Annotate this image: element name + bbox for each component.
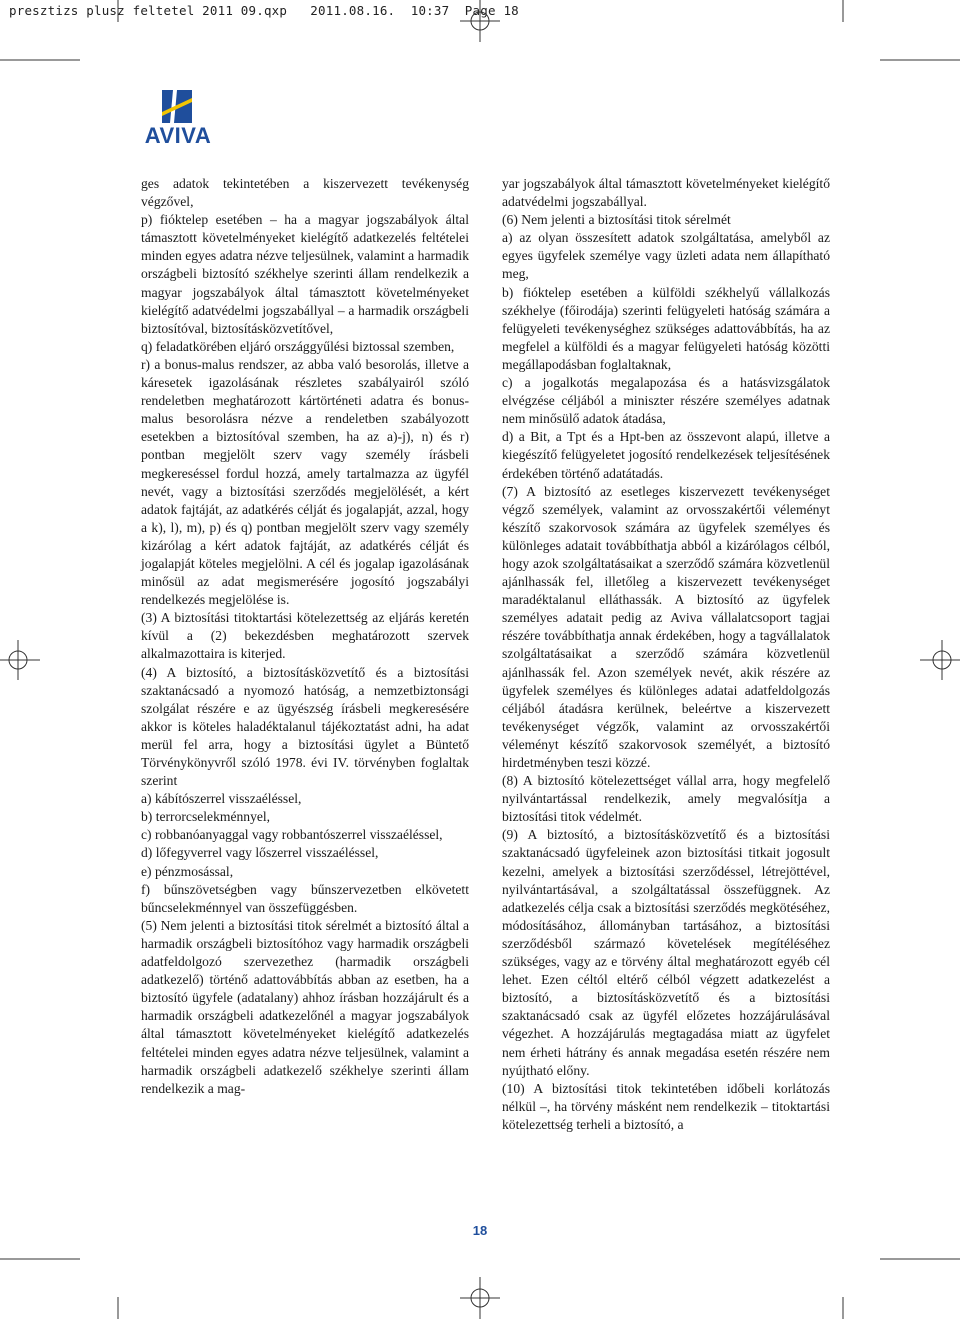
paragraph: p) fióktelep esetében – ha a magyar jogszabályok által támasztott követelményeket kielégítő adatkezelés feltételei minden egyes adatra nézve teljesülnek, valamint a harmadik országbeli biztosító székhelye szerinti állam rendelkezik a magyar jogszabályok által támasztott követelményeket kielégítő adatvédelmi jogszabállyal – a harmadik országbeli biztosítóval, biztosításközvetítővel, bbox=[141, 212, 469, 336]
aviva-logo-mark-icon bbox=[162, 90, 192, 123]
paragraph: r) a bonus-malus rendszer, az abba való besorolás, illetve a káresetek igazolásának részletes szabályairól szóló rendeletben meghatározott kártörténeti adatra és bonus-malus besorolásra nézve a rendeletben szabályozott esetekben a biztosítóval szemben, ha az a)-j), n) és r) pontban megjelölt szerv vagy személy írásbeli megkereséssel fordul hozzá, amely tartalmazza az ügyfél nevét, vagy a biztosítási szerződés megjelölését, a kért adatok fajtáját, az adatkérés célját és jogalapját, azzal, hogy a k), l), m), p) és q) pontban megjelölt szerv vagy személy kizárólag a kért adatok fajtáját, az adatkérés célját és jogalapját köteles megjelölni. A cél és jogalap igazolásának minősül az adat megismerésére jogosító jogszabályi rendelkezés megjelölése is. bbox=[141, 356, 469, 608]
paragraph: (3) A biztosítási titoktartási kötelezettség az eljárás keretén kívül a (2) bekezdésben meghatározott szervek alkalmazottaira is kiterjed. bbox=[141, 610, 469, 662]
paragraph: b) fióktelep esetében a külföldi székhelyű vállalkozás székhelye (főirodája) szerinti felügyeleti hatóság számára a felügyeleti tevékenységhez szükséges adattovábbítás, ha az megfelel a külföldi és a magyar felügyeleti hatóság közötti megállapodásban foglaltaknak, bbox=[502, 284, 830, 372]
paragraph: (8) A biztosító kötelezettséget vállal arra, hogy megfelelő nyilvántartással rendelkezik, amely megvalósítja a biztosítási titok védelmét. bbox=[502, 773, 830, 825]
paragraph: a) az olyan összesített adatok szolgáltatása, amelyből az egyes ügyfelek személye vagy üzleti adata nem állapítható meg, bbox=[502, 230, 830, 282]
paragraph: (6) Nem jelenti a biztosítási titok sérelmét bbox=[502, 212, 731, 228]
page-number: 18 bbox=[472, 1223, 488, 1238]
paragraph: q) feladatkörében eljáró országgyűlési biztossal szemben, bbox=[141, 338, 455, 354]
paragraph: (7) A biztosító az esetleges kiszervezett tevékenységet végző személyek, valamint az orvosszakértői véleményt készítő szakorvosok számára az ügyfelek személyes és különleges adatait továbbíthatja abból a kizárólagos célból, hogy azok szolgáltatásaikat a szerződő számára közvetlenül ajánlhassák fel, illetőleg a kiszervezett tevékenységet maradéktalanul elláthassák. A biztosító az ügyfelek személyes adatait pedig az Aviva vállalatcsoport tagjai részére továbbíthatja annak érdekében, hogy a tagvállalatok szolgáltatásaikat a szerződő számára közvetlenül ajánlhassák fel. Azon személyek nevét, akik részére az ügyfelek személyes és különleges adatai adatfeldolgozás céljából átadásra kerülnek, beleértve a kiszervezett tevékenységet végzők, valamint az orvosszakértői véleményt készítő szakorvosok személyét, a biztosító hirdetményben teszi közzé. bbox=[502, 483, 830, 770]
text-column-left bbox=[141, 175, 469, 1098]
print-slug: presztizs plusz feltetel 2011 09.qxp 2011.08.16. 10:37 Page 18 bbox=[9, 3, 519, 18]
aviva-wordmark: AVIVA bbox=[144, 123, 212, 148]
text-column-right bbox=[502, 175, 830, 1134]
paragraph: b) terrorcselekménnyel, bbox=[141, 809, 271, 825]
paragraph: (4) A biztosító, a biztosításközvetítő és a biztosítási szaktanácsadó a nyomozó hatóság, a nemzetbiztonsági szolgálat részére e az ügyészség írásbeli megkeresésére akkor is köteles haladéktalanul tájékoztatást adni, ha adat merül fel arra, hogy a biztosítási ügylet a Büntető Törvénykönyvről szóló 1978. évi IV. törvényben foglaltak szerint bbox=[141, 664, 469, 789]
paragraph: ges adatok tekintetében a kiszervezett tevékenység végzővel, bbox=[141, 176, 469, 210]
paragraph: yar jogszabályok által támasztott követelményeket kielégítő adatvédelmi jogszabállyal. bbox=[502, 176, 830, 210]
paragraph: c) a jogalkotás megalapozása és a hatásvizsgálatok elvégzése céljából a miniszter részére személyes adatnak nem minősülő adatok átadása, bbox=[502, 375, 830, 427]
paragraph: a) kábítószerrel visszaéléssel, bbox=[141, 791, 302, 807]
paragraph: d) lőfegyverrel vagy lőszerrel visszaéléssel, bbox=[141, 845, 379, 861]
paragraph: f) bűnszövetségben vagy bűnszervezetben elkövetett bűncselekménnyel van összefüggésben. bbox=[141, 881, 469, 915]
paragraph: c) robbanóanyaggal vagy robbantószerrel visszaéléssel, bbox=[141, 827, 443, 843]
paragraph: d) a Bit, a Tpt és a Hpt-ben az összevont alapú, illetve a kiegészítő felügyeletet jogosító rendelkezések teljesítésének érdekében történő adatátadás. bbox=[502, 429, 830, 481]
paragraph: (5) Nem jelenti a biztosítási titok sérelmét a biztosító által a harmadik országbeli biztosítóhoz vagy harmadik országbeli adatfeldolgozó szervezethez (harmadik országbeli adatkezelő) történő adattovábbítás abban az esetben, ha a biztosító ügyfele (adatalany) ahhoz írásban hozzájárult és a harmadik országbeli adatkezelőnél a magyar jogszabályok által támasztott követelményeket kielégítő adatkezelés feltételei minden egyes adatra nézve teljesülnek, valamint a harmadik országbeli adatkezelő székhelye szerinti állam rendelkezik a mag- bbox=[141, 917, 469, 1096]
paragraph: (9) A biztosító, a biztosításközvetítő és a biztosítási szaktanácsadó ügyfeleinek azon biztosítási titkait jogosult kezelni, amelyek a biztosítási szerződéssel, létrejöttével, nyilvántartásával, a szolgáltatással összefüggnek. Az adatkezelés célja csak a biztosítási szerződés megkötéséhez, módosításához, állományban tartásához, a biztosítási szerződésből származó követelések megítéléséhez szükséges, vagy az e törvény által meghatározott egyéb cél lehet. Ezen céltól eltérő célból végzett adatkezelést a biztosító, a biztosításközvetítő és a biztosítási szaktanácsadó csak az ügyfél előzetes hozzájárulásával végezhet. A hozzájárulás megtagadása miatt az ügyfelet nem érheti hátrány és annak megadása esetén részére nem nyújtható előny. bbox=[502, 827, 830, 1078]
paragraph: e) pénzmosással, bbox=[141, 863, 234, 879]
paragraph: (10) A biztosítási titok tekintetében időbeli korlátozás nélkül –, ha törvény másként nem rendelkezik – titoktartási kötelezettség terheli a biztosító, a bbox=[502, 1080, 830, 1132]
aviva-logo bbox=[138, 90, 218, 148]
